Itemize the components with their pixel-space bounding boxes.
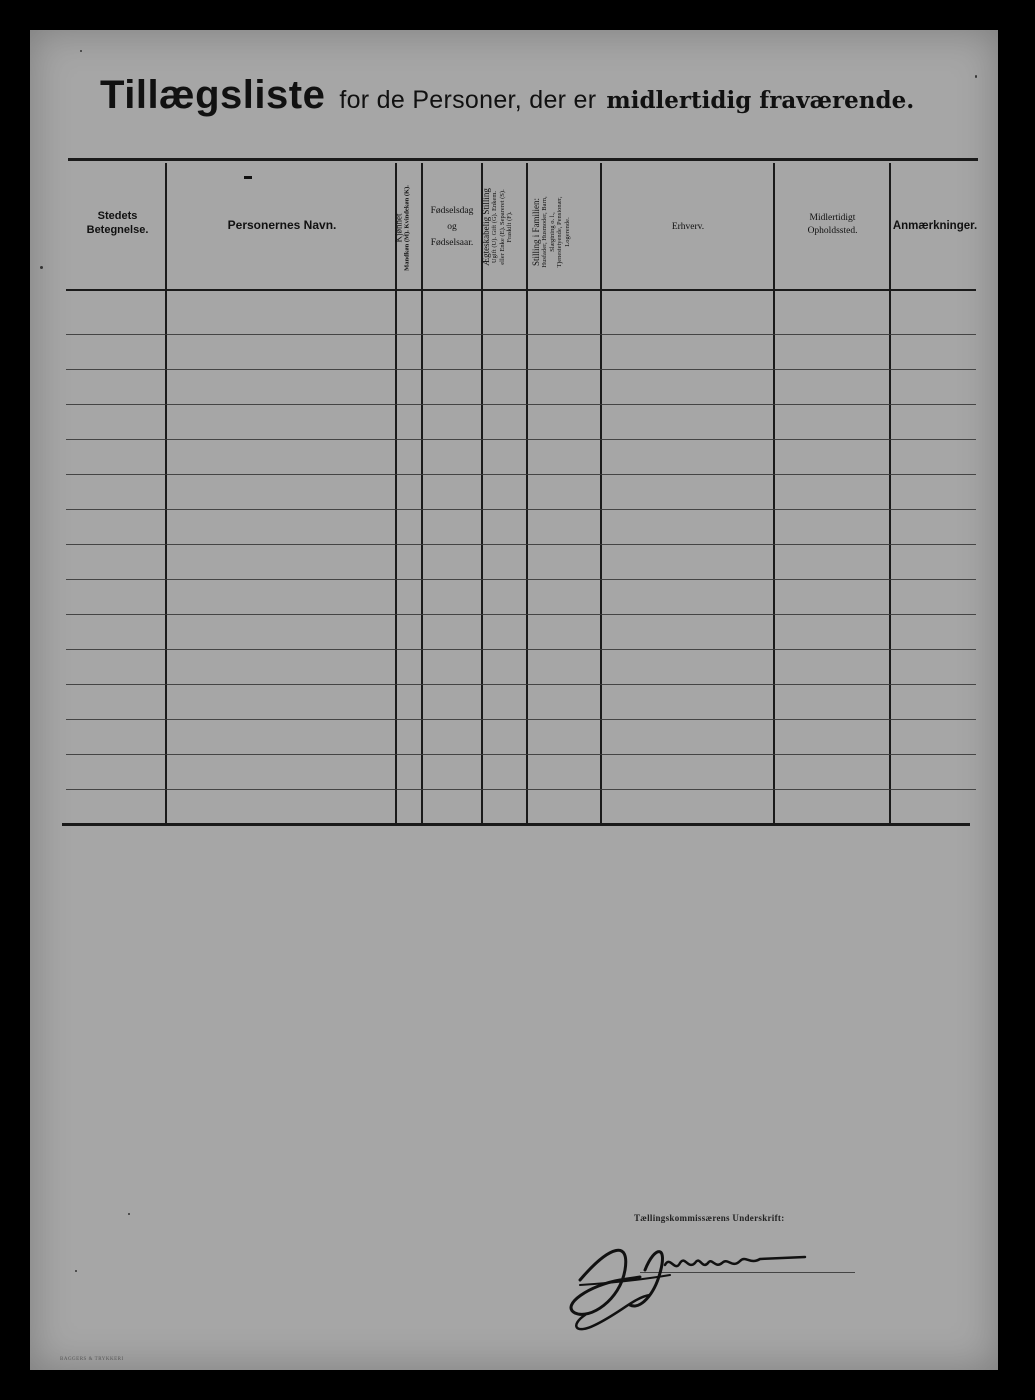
row-rule xyxy=(66,754,976,755)
header-fodsel-line2: og xyxy=(447,222,457,233)
paper-speck xyxy=(128,1213,130,1215)
header-anm-label: Anmærkninger. xyxy=(892,220,978,232)
form-title xyxy=(100,73,920,133)
header-familie-line3: Slægtning o. l., xyxy=(548,212,556,252)
row-rule xyxy=(66,404,976,405)
header-kjon-line1: Kjønnet xyxy=(393,213,404,243)
header-erhverv-label: Erhverv. xyxy=(671,222,705,232)
header-midl-line1: Midlertidigt xyxy=(809,213,856,223)
header-anmaerkninger xyxy=(891,219,979,233)
row-rule xyxy=(66,789,976,790)
header-kjon-line2: Mandkøn (M). Kvindekøn (K). xyxy=(403,185,411,271)
table-top-rule xyxy=(68,158,978,161)
row-rule xyxy=(66,334,976,335)
paper-speck xyxy=(80,50,82,52)
printer-mark: BAGGERS & TRYKKERI xyxy=(60,1357,124,1362)
header-aegte-line4: Fraskilt (F). xyxy=(506,211,514,243)
header-aegte-line2: Ugift (U). Gift (G). Enkem. xyxy=(491,190,499,264)
table-bottom-rule xyxy=(62,823,970,826)
col-line-1 xyxy=(165,163,167,823)
header-familie-line1: Stilling i Familien: xyxy=(531,198,541,267)
title-main: Tillægsliste xyxy=(100,73,326,117)
col-line-7 xyxy=(773,163,775,823)
header-familie-line5: Logerende. xyxy=(563,217,571,247)
header-stedets-line1: Stedets xyxy=(97,210,138,222)
row-rule xyxy=(66,369,976,370)
paper-speck xyxy=(75,1270,77,1272)
signature-label: Tællingskommissærens Underskrift: xyxy=(634,1213,785,1223)
header-stedets xyxy=(70,210,165,238)
paper-speck xyxy=(975,75,977,78)
header-separator xyxy=(66,289,976,291)
title-end: midlertidig fraværende. xyxy=(606,87,915,114)
header-navn-dash xyxy=(244,176,252,179)
header-midl-line2: Opholdssted. xyxy=(807,226,858,237)
header-aegte xyxy=(481,167,525,287)
header-navn-label: Personernes Navn. xyxy=(227,218,337,232)
col-line-5 xyxy=(526,163,528,823)
col-line-8 xyxy=(889,163,891,823)
row-rule xyxy=(66,544,976,545)
row-rule xyxy=(66,649,976,650)
header-familie-line2: Husfader, Husmoder, Barn, xyxy=(541,196,549,268)
row-rule xyxy=(66,684,976,685)
signature-image xyxy=(550,1225,830,1335)
title-middle: for de Personer, der er xyxy=(339,86,597,114)
header-stedets-line2: Betegnelse. xyxy=(86,223,149,236)
header-aegte-line1: Ægteskabelig Stilling xyxy=(481,188,491,266)
row-rule xyxy=(66,439,976,440)
header-familie-line4: Tjenestetyende, Pensionær, xyxy=(556,196,564,268)
header-erhverv xyxy=(602,222,774,234)
header-navn xyxy=(168,218,396,233)
row-rule xyxy=(66,719,976,720)
row-rule xyxy=(66,474,976,475)
paper-speck xyxy=(40,266,43,269)
row-rule xyxy=(66,614,976,615)
header-familie xyxy=(531,177,593,287)
col-line-3 xyxy=(421,163,423,823)
header-aegte-line3: eller Enke (E). Separeret (S). xyxy=(498,189,506,265)
col-line-6 xyxy=(600,163,602,823)
header-midlertidigt xyxy=(775,212,890,239)
header-fodsel-line1: Fødselsdag xyxy=(430,206,474,216)
row-rule xyxy=(66,509,976,510)
header-fodsel xyxy=(422,203,482,251)
header-fodsel-line3: Fødselsaar. xyxy=(430,238,474,249)
row-rule xyxy=(66,579,976,580)
header-kjon xyxy=(394,166,420,291)
